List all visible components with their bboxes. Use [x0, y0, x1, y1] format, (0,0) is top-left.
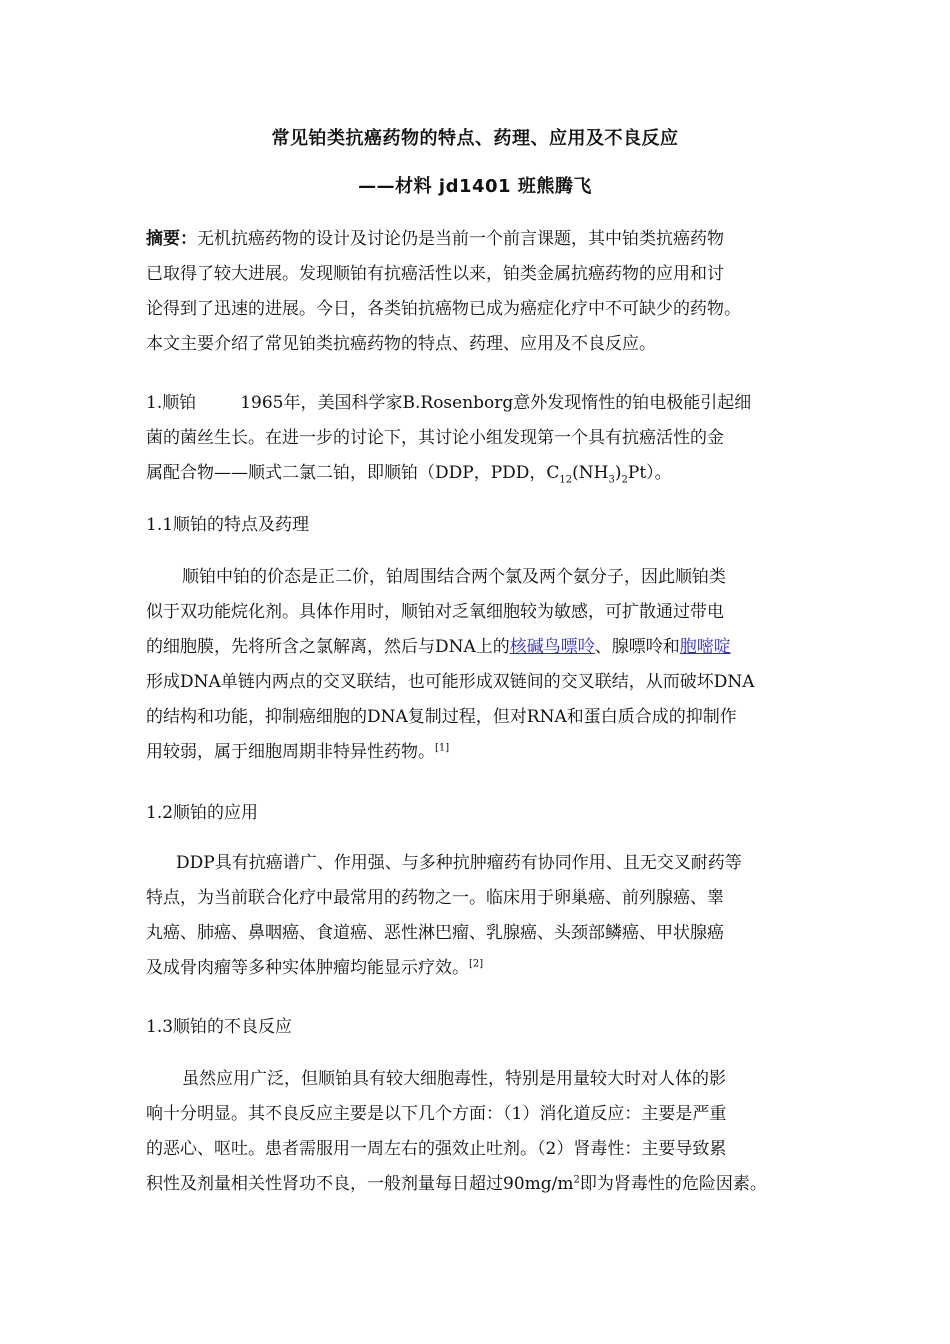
paragraph-text: 即为肾毒性的危险因素。	[579, 1174, 767, 1194]
link-cytosine[interactable]: 胞嘧啶	[679, 637, 731, 657]
paragraph-text: 形成DNA单链内两点的交叉联结，也可能形成双链间的交叉联结，从而破坏DNA	[146, 672, 755, 692]
section-heading: 1.1顺铂的特点及药理	[146, 515, 310, 535]
abstract-paragraph: 摘要：无机抗癌药物的设计及讨论仍是当前一个前言课题，其中铂类抗癌药物 已取得了较大进展。发现顺铂有抗癌活性以来，铂类金属抗癌药物的应用和讨 论得到了迅速的进展。今日，各类铂抗癌物已成为癌症化疗中不可缺少的药物。 本文主要介绍了常见铂类抗癌药物的特点、药理、应用及不良反应。	[146, 222, 826, 362]
paragraph-text: 的恶心、呕吐。患者需服用一周左右的强效止吐剂。（2）肾毒性：主要导致累	[146, 1139, 727, 1159]
paragraph-text: 及成骨肉瘤等多种实体肿瘤均能显示疗效。	[146, 958, 469, 978]
abstract-text: 无机抗癌药物的设计及讨论仍是当前一个前言课题，其中铂类抗癌药物	[197, 229, 724, 249]
citation-ref: [2]	[469, 958, 484, 970]
paragraph-text: 属配合物——顺式二氯二铂，即顺铂（DDP，PDD，$C_{12}(NH_3)_2Pt$）。	[146, 463, 672, 486]
citation-ref: [1]	[435, 742, 450, 754]
paragraph-text: 、腺嘌呤和	[594, 637, 680, 657]
section-1-1-heading	[146, 508, 826, 543]
paragraph-text: DDP具有抗癌谱广、作用强、与多种抗肿瘤药有协同作用、且无交叉耐药等	[176, 853, 742, 873]
paragraph-text: 特点，为当前联合化疗中最常用的药物之一。临床用于卵巢癌、前列腺癌、睾	[146, 888, 724, 908]
section-1-1-paragraph	[146, 560, 826, 770]
abstract-text: 论得到了迅速的进展。今日，各类铂抗癌物已成为癌症化疗中不可缺少的药物。	[146, 299, 741, 319]
paragraph-text: 响十分明显。其不良反应主要是以下几个方面：（1）消化道反应：主要是严重	[146, 1104, 727, 1124]
link-guanine[interactable]: 核碱鸟嘌呤	[509, 637, 595, 657]
abstract-text: 已取得了较大进展。发现顺铂有抗癌活性以来，铂类金属抗癌药物的应用和讨	[146, 264, 724, 284]
section-1-3-paragraph: 虽然应用广泛，但顺铂具有较大细胞毒性，特别是用量较大时对人体的影 响十分明显。其不良反应主要是以下几个方面：（1）消化道反应：主要是严重 的恶心、呕吐。患者需服用一周左右的强效止吐剂。（2）肾毒性：主要导致累 积性及剂量相关性肾功不良，一般剂量每日超过$90mg/m^2$即为肾毒性的危险因素。	[146, 1062, 826, 1202]
document-subtitle: ——材料 jd1401 班熊腾飞	[358, 176, 592, 197]
section-heading: 1.顺铂	[146, 393, 197, 413]
section-1-3-heading	[146, 1010, 826, 1045]
paragraph-text: 1965年，美国科学家B.Rosenborg意外发现惰性的铂电极能引起细	[240, 393, 752, 413]
abstract-text: 本文主要介绍了常见铂类抗癌药物的特点、药理、应用及不良反应。	[146, 334, 656, 354]
section-heading: 1.3顺铂的不良反应	[146, 1017, 293, 1037]
paragraph-text: 用较弱，属于细胞周期非特异性药物。	[146, 742, 435, 762]
section-1-2-heading	[146, 796, 826, 831]
paragraph-text: 丸癌、肺癌、鼻咽癌、食道癌、恶性淋巴瘤、乳腺癌、头颈部鳞癌、甲状腺癌	[146, 923, 724, 943]
paragraph-text: 的结构和功能，抑制癌细胞的DNA复制过程，但对RNA和蛋白质合成的抑制作	[146, 707, 737, 727]
paragraph-text: 顺铂中铂的价态是正二价，铂周围结合两个氯及两个氨分子，因此顺铂类	[182, 567, 726, 587]
paragraph-text: 菌的菌丝生长。在进一步的讨论下，其讨论小组发现第一个具有抗癌活性的金	[146, 428, 724, 448]
paragraph-text: 积性及剂量相关性肾功不良，一般剂量每日超过90mg/m	[146, 1174, 574, 1194]
document-title: 常见铂类抗癌药物的特点、药理、应用及不良反应	[271, 128, 679, 149]
section-1-2-paragraph	[146, 846, 826, 986]
paragraph-text: 似于双功能烷化剂。具体作用时，顺铂对乏氧细胞较为敏感，可扩散通过带电	[146, 602, 724, 622]
paragraph-text: 的细胞膜，先将所含之氯解离，然后与DNA上的	[146, 637, 510, 657]
paragraph-text: 虽然应用广泛，但顺铂具有较大细胞毒性，特别是用量较大时对人体的影	[182, 1069, 726, 1089]
abstract-label: 摘要	[146, 229, 180, 249]
section-1	[146, 386, 826, 491]
section-heading: 1.2顺铂的应用	[146, 803, 259, 823]
